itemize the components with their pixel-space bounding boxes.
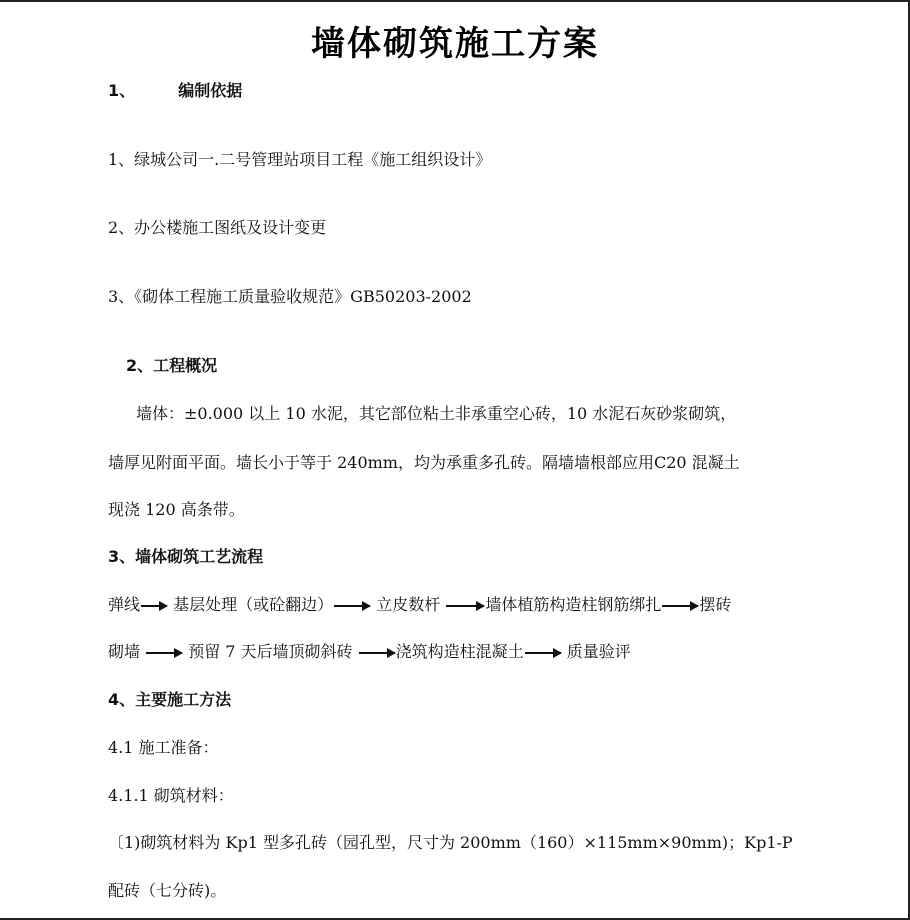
flow-step: 预留 7 天后墙顶砌斜砖 (188, 642, 353, 661)
flow-step: 质量验评 (566, 642, 631, 661)
basis-item-3: 3、《砌体工程施工质量验收规范》GB50203-2002 (108, 287, 472, 306)
section-1-number: 1、 (108, 81, 136, 100)
document-title: 墙体砌筑施工方案 (311, 24, 599, 64)
flow-arrow-icon (662, 605, 698, 607)
flow-step: 砌墙 (108, 642, 141, 661)
page-border-top (0, 0, 910, 2)
flow-step: 墙体植筋构造柱钢筋绑扎 (485, 595, 662, 614)
flow-step: 浇筑构造柱混凝土 (395, 642, 524, 661)
flow-step: 立皮数杆 (376, 595, 441, 614)
section-2-heading: 2、工程概况 (126, 356, 218, 375)
flow-arrow-icon (525, 652, 561, 654)
materials-line-1: 〔1)砌筑材料为 Kp1 型多孔砖（园孔型，尺寸为 200mm（160）×115mm×90mm)；Kp1-P (108, 833, 793, 852)
flow-step: 基层处理（或砼翻边） (173, 595, 334, 614)
flow-step: 弹线 (108, 595, 141, 614)
flow-arrow-icon (446, 605, 484, 607)
basis-item-1: 1、绿城公司一.二号管理站项目工程《施工组织设计》 (108, 150, 492, 169)
flow-arrow-icon (334, 605, 370, 607)
basis-item-2: 2、办公楼施工图纸及设计变更 (108, 218, 327, 237)
process-flow-row-2 (108, 639, 631, 662)
flow-step: 摆砖 (699, 595, 732, 614)
section-1-title: 编制依据 (178, 81, 243, 100)
materials-line-2: 配砖（七分砖)。 (108, 881, 227, 900)
flow-arrow-icon (141, 605, 167, 607)
flow-arrow-icon (146, 652, 182, 654)
overview-line-2: 墙厚见附面平面。墙长小于等于 240mm，均为承重多孔砖。隔墙墙根部应用C20 混凝土 (108, 453, 740, 472)
subsection-4-1-1: 4.1.1 砌筑材料： (108, 786, 234, 805)
subsection-4-1: 4.1 施工准备： (108, 738, 219, 757)
flow-arrow-icon (359, 652, 395, 654)
section-4-heading: 4、主要施工方法 (108, 690, 232, 709)
process-flow-row-1 (108, 592, 731, 615)
overview-line-3: 现浇 120 高条带。 (108, 500, 245, 519)
section-1-heading (108, 78, 242, 101)
section-3-heading: 3、墙体砌筑工艺流程 (108, 547, 264, 566)
overview-line-1: 墙体：±0.000 以上 10 水泥，其它部位粘土非承重空心砖，10 水泥石灰砂浆砌筑， (136, 404, 737, 423)
